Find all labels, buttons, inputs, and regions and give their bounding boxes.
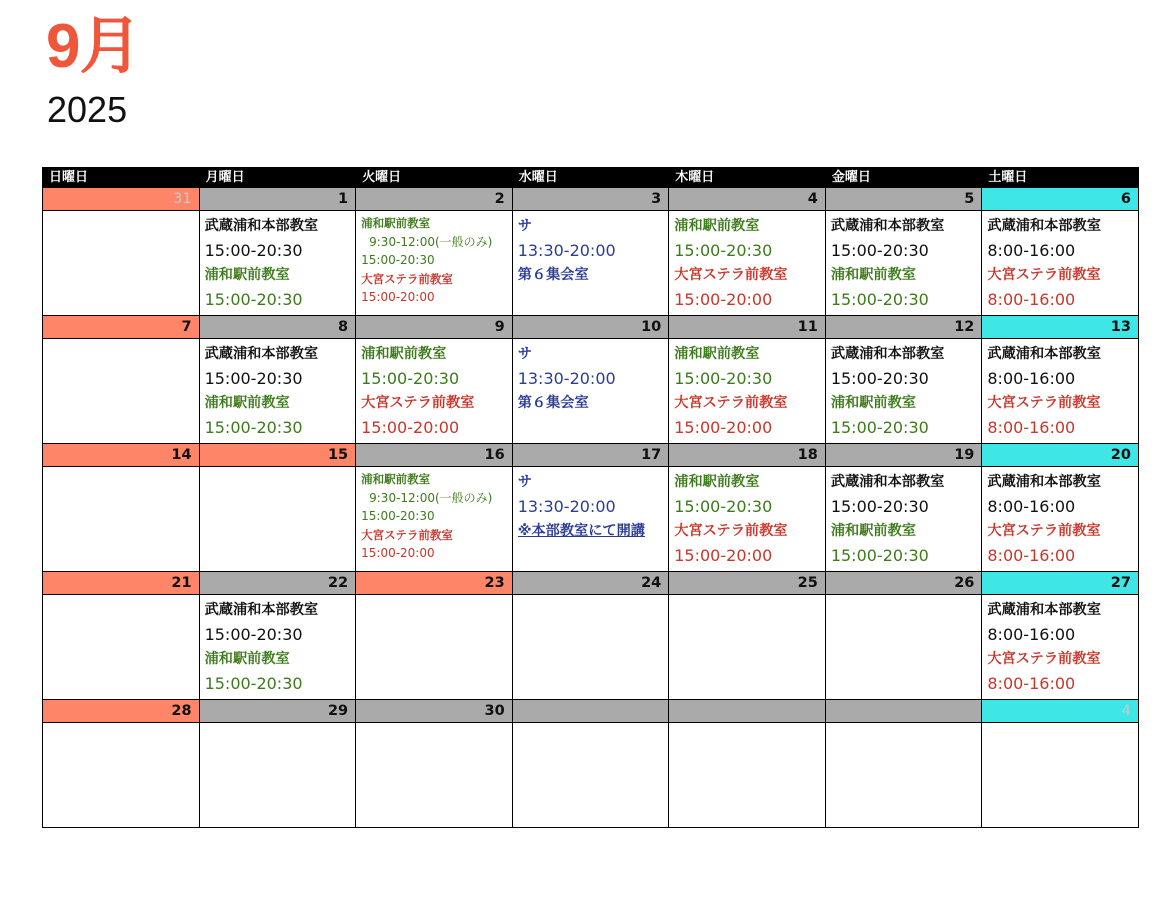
date-number: [669, 700, 826, 723]
day-cell[interactable]: [199, 595, 356, 700]
day-cell[interactable]: [825, 339, 982, 444]
weekday-tuesday: 火曜日: [356, 168, 513, 188]
schedule-entry: [987, 263, 1134, 312]
schedule-entry: [518, 342, 665, 415]
date-number: 11: [669, 316, 826, 339]
classroom-name: 大宮ステラ前教室: [674, 267, 788, 283]
schedule-entry: [361, 391, 508, 440]
day-cell[interactable]: [43, 723, 200, 828]
day-cell[interactable]: [982, 339, 1139, 444]
date-number: 3: [512, 188, 669, 211]
time-range: 15:00-20:30: [674, 497, 773, 516]
classroom-name: 大宮ステラ前教室: [987, 395, 1101, 411]
day-cell[interactable]: [356, 211, 513, 316]
schedule-entry: [205, 342, 352, 391]
date-number: 8: [199, 316, 356, 339]
date-number: 24: [512, 572, 669, 595]
classroom-name: 浦和駅前教室: [204, 267, 290, 283]
day-cell[interactable]: [512, 595, 669, 700]
day-cell[interactable]: [669, 339, 826, 444]
day-cell[interactable]: [199, 467, 356, 572]
schedule-entry: [361, 214, 508, 270]
day-cell[interactable]: [43, 211, 200, 316]
date-number: [825, 700, 982, 723]
date-number-row: [43, 572, 1139, 595]
time-range: 15:00-20:00: [674, 546, 773, 565]
time-range: 13:30-20:00: [517, 369, 616, 388]
schedule-entry: [674, 519, 821, 568]
classroom-name: 大宮ステラ前教室: [987, 651, 1101, 667]
calendar-body: [43, 188, 1139, 828]
time-range: 15:00-20:30: [830, 241, 929, 260]
time-range: 13:30-20:00: [517, 497, 616, 516]
classroom-name: 浦和駅前教室: [204, 395, 290, 411]
time-range: 15:00-20:00: [361, 418, 460, 437]
time-range: 15:00-20:30: [830, 369, 929, 388]
classroom-name: 大宮ステラ前教室: [987, 267, 1101, 283]
time-range: 15:00-20:00: [361, 290, 435, 304]
classroom-name: サ: [517, 218, 532, 234]
date-number: 5: [825, 188, 982, 211]
day-cell[interactable]: [512, 211, 669, 316]
time-range: 15:00-20:30: [830, 546, 929, 565]
date-number-row: [43, 188, 1139, 211]
weekday-thursday: 木曜日: [669, 168, 826, 188]
week-row: [43, 723, 1139, 828]
day-cell[interactable]: [356, 595, 513, 700]
classroom-name: 大宮ステラ前教室: [674, 523, 788, 539]
venue-note-link[interactable]: ※本部教室にて開講: [517, 523, 645, 539]
schedule-entry: [674, 342, 821, 391]
day-cell[interactable]: [356, 467, 513, 572]
schedule-entry: [674, 263, 821, 312]
schedule-entry: [205, 263, 352, 312]
classroom-name: 武蔵浦和本部教室: [987, 602, 1101, 618]
schedule-entry: [674, 470, 821, 519]
schedule-entry: [518, 470, 665, 543]
day-cell[interactable]: [199, 339, 356, 444]
date-number: 19: [825, 444, 982, 467]
date-number: 1: [199, 188, 356, 211]
schedule-entry: [987, 342, 1134, 391]
day-cell[interactable]: [982, 595, 1139, 700]
day-cell[interactable]: [825, 467, 982, 572]
day-cell[interactable]: [982, 723, 1139, 828]
day-cell[interactable]: [43, 595, 200, 700]
date-number: 10: [512, 316, 669, 339]
schedule-entry: [987, 598, 1134, 647]
time-range: 15:00-20:30: [204, 625, 303, 644]
schedule-entry: [831, 342, 978, 391]
time-range: 15:00-20:30: [361, 509, 435, 523]
date-number: 26: [825, 572, 982, 595]
time-range: 15:00-20:30: [204, 418, 303, 437]
time-range: 15:00-20:00: [674, 418, 773, 437]
day-cell[interactable]: [982, 467, 1139, 572]
time-range: 8:00-16:00: [987, 625, 1076, 644]
day-cell[interactable]: [512, 467, 669, 572]
schedule-entry: [205, 598, 352, 647]
classroom-name: 武蔵浦和本部教室: [987, 346, 1101, 362]
time-range: 15:00-20:30: [204, 290, 303, 309]
classroom-name: 浦和駅前教室: [830, 267, 916, 283]
week-row: [43, 595, 1139, 700]
time-range: 8:00-16:00: [987, 418, 1076, 437]
date-number-row: [43, 444, 1139, 467]
date-number: 30: [356, 700, 513, 723]
time-range: 8:00-16:00: [987, 497, 1076, 516]
day-cell[interactable]: [669, 595, 826, 700]
date-number: 21: [43, 572, 200, 595]
day-cell[interactable]: [825, 211, 982, 316]
day-cell[interactable]: [669, 211, 826, 316]
date-number: 14: [43, 444, 200, 467]
day-cell[interactable]: [825, 723, 982, 828]
time-range: 15:00-20:30: [204, 674, 303, 693]
schedule-entry: [674, 214, 821, 263]
classroom-name: 武蔵浦和本部教室: [204, 602, 319, 618]
time-range: 15:00-20:30: [204, 369, 303, 388]
date-number: 31: [43, 188, 200, 211]
schedule-entry: [831, 214, 978, 263]
weekday-header-row: [43, 168, 1139, 188]
schedule-entry: [831, 519, 978, 568]
classroom-name: 浦和駅前教室: [674, 474, 760, 490]
date-number: 18: [669, 444, 826, 467]
classroom-name: 武蔵浦和本部教室: [987, 218, 1101, 234]
schedule-entry: [361, 470, 508, 526]
classroom-name: 大宮ステラ前教室: [987, 523, 1101, 539]
classroom-name: 浦和駅前教室: [830, 523, 916, 539]
time-range: 15:00-20:00: [674, 290, 773, 309]
day-cell[interactable]: [982, 211, 1139, 316]
classroom-name: 浦和駅前教室: [830, 395, 916, 411]
date-number: 9: [356, 316, 513, 339]
weekday-wednesday: 水曜日: [512, 168, 669, 188]
date-number: 20: [982, 444, 1139, 467]
classroom-name: 浦和駅前教室: [674, 218, 760, 234]
date-number: 7: [43, 316, 200, 339]
day-cell[interactable]: [199, 211, 356, 316]
time-range: 15:00-20:30: [830, 290, 929, 309]
time-range: 15:00-20:30: [830, 497, 929, 516]
classroom-name: サ: [517, 346, 532, 362]
date-number: 29: [199, 700, 356, 723]
time-range: 13:30-20:00: [517, 241, 616, 260]
date-number: 13: [982, 316, 1139, 339]
schedule-entry: [205, 391, 352, 440]
year-title: 2025: [47, 89, 128, 130]
time-range: 15:00-20:00: [361, 546, 435, 560]
day-cell[interactable]: [356, 339, 513, 444]
schedule-entry: [674, 391, 821, 440]
day-cell[interactable]: [669, 467, 826, 572]
time-range: 15:00-20:30: [361, 253, 435, 267]
classroom-name: 第６集会室: [517, 395, 589, 411]
time-range: 15:00-20:30: [361, 369, 460, 388]
day-cell[interactable]: [825, 595, 982, 700]
month-title: 9月: [46, 12, 141, 81]
classroom-name: 大宮ステラ前教室: [361, 395, 475, 411]
classroom-name: 武蔵浦和本部教室: [830, 346, 945, 362]
time-range: 9:30-12:00(一般のみ): [369, 234, 493, 249]
weekday-sunday: 日曜日: [43, 168, 200, 188]
time-range: 15:00-20:30: [830, 418, 929, 437]
classroom-name: 武蔵浦和本部教室: [204, 218, 319, 234]
classroom-name: 武蔵浦和本部教室: [830, 218, 945, 234]
day-cell[interactable]: [199, 723, 356, 828]
date-number: 25: [669, 572, 826, 595]
date-number: 28: [43, 700, 200, 723]
date-number: 23: [356, 572, 513, 595]
classroom-name: サ: [517, 474, 532, 490]
date-number: 15: [199, 444, 356, 467]
classroom-name: 大宮ステラ前教室: [361, 271, 453, 286]
day-cell[interactable]: [512, 723, 669, 828]
schedule-entry: [831, 263, 978, 312]
date-number-row: [43, 700, 1139, 723]
schedule-entry: [361, 342, 508, 391]
classroom-name: 浦和駅前教室: [361, 472, 431, 486]
schedule-entry: [361, 526, 508, 563]
time-range: 8:00-16:00: [987, 674, 1076, 693]
date-number: 22: [199, 572, 356, 595]
week-row: [43, 211, 1139, 316]
classroom-name: 浦和駅前教室: [204, 651, 290, 667]
day-cell[interactable]: [356, 723, 513, 828]
time-range: 8:00-16:00: [987, 290, 1076, 309]
schedule-entry: [518, 214, 665, 287]
schedule-entry: [987, 647, 1134, 696]
weekday-monday: 月曜日: [199, 168, 356, 188]
date-number: 16: [356, 444, 513, 467]
date-number-row: [43, 316, 1139, 339]
week-row: [43, 467, 1139, 572]
day-cell[interactable]: [512, 339, 669, 444]
time-range: 8:00-16:00: [987, 241, 1076, 260]
date-number: 17: [512, 444, 669, 467]
weekday-saturday: 土曜日: [982, 168, 1139, 188]
classroom-name: 武蔵浦和本部教室: [830, 474, 945, 490]
schedule-entry: [361, 270, 508, 307]
day-cell[interactable]: [669, 723, 826, 828]
time-range: 9:30-12:00(一般のみ): [369, 490, 493, 505]
time-range: 8:00-16:00: [987, 369, 1076, 388]
calendar-grid: [42, 167, 1139, 828]
classroom-name: 大宮ステラ前教室: [674, 395, 788, 411]
schedule-entry: [831, 470, 978, 519]
schedule-entry: [987, 391, 1134, 440]
schedule-entry: [987, 214, 1134, 263]
classroom-name: 武蔵浦和本部教室: [204, 346, 319, 362]
time-range: 15:00-20:30: [674, 241, 773, 260]
date-number: 4: [669, 188, 826, 211]
classroom-name: 大宮ステラ前教室: [361, 527, 453, 542]
time-range: 15:00-20:30: [674, 369, 773, 388]
schedule-entry: [987, 470, 1134, 519]
classroom-name: 浦和駅前教室: [361, 346, 447, 362]
time-range: 15:00-20:30: [204, 241, 303, 260]
date-number: 2: [356, 188, 513, 211]
week-row: [43, 339, 1139, 444]
date-number: 27: [982, 572, 1139, 595]
day-cell[interactable]: [43, 467, 200, 572]
classroom-name: 武蔵浦和本部教室: [987, 474, 1101, 490]
date-number: 4: [982, 700, 1139, 723]
time-range: 8:00-16:00: [987, 546, 1076, 565]
classroom-name: 浦和駅前教室: [674, 346, 760, 362]
schedule-entry: [205, 647, 352, 696]
classroom-name: 第６集会室: [517, 267, 589, 283]
date-number: 6: [982, 188, 1139, 211]
day-cell[interactable]: [43, 339, 200, 444]
classroom-name: 浦和駅前教室: [361, 216, 431, 230]
date-number: [512, 700, 669, 723]
schedule-entry: [205, 214, 352, 263]
date-number: 12: [825, 316, 982, 339]
schedule-entry: [831, 391, 978, 440]
schedule-entry: [987, 519, 1134, 568]
weekday-friday: 金曜日: [825, 168, 982, 188]
